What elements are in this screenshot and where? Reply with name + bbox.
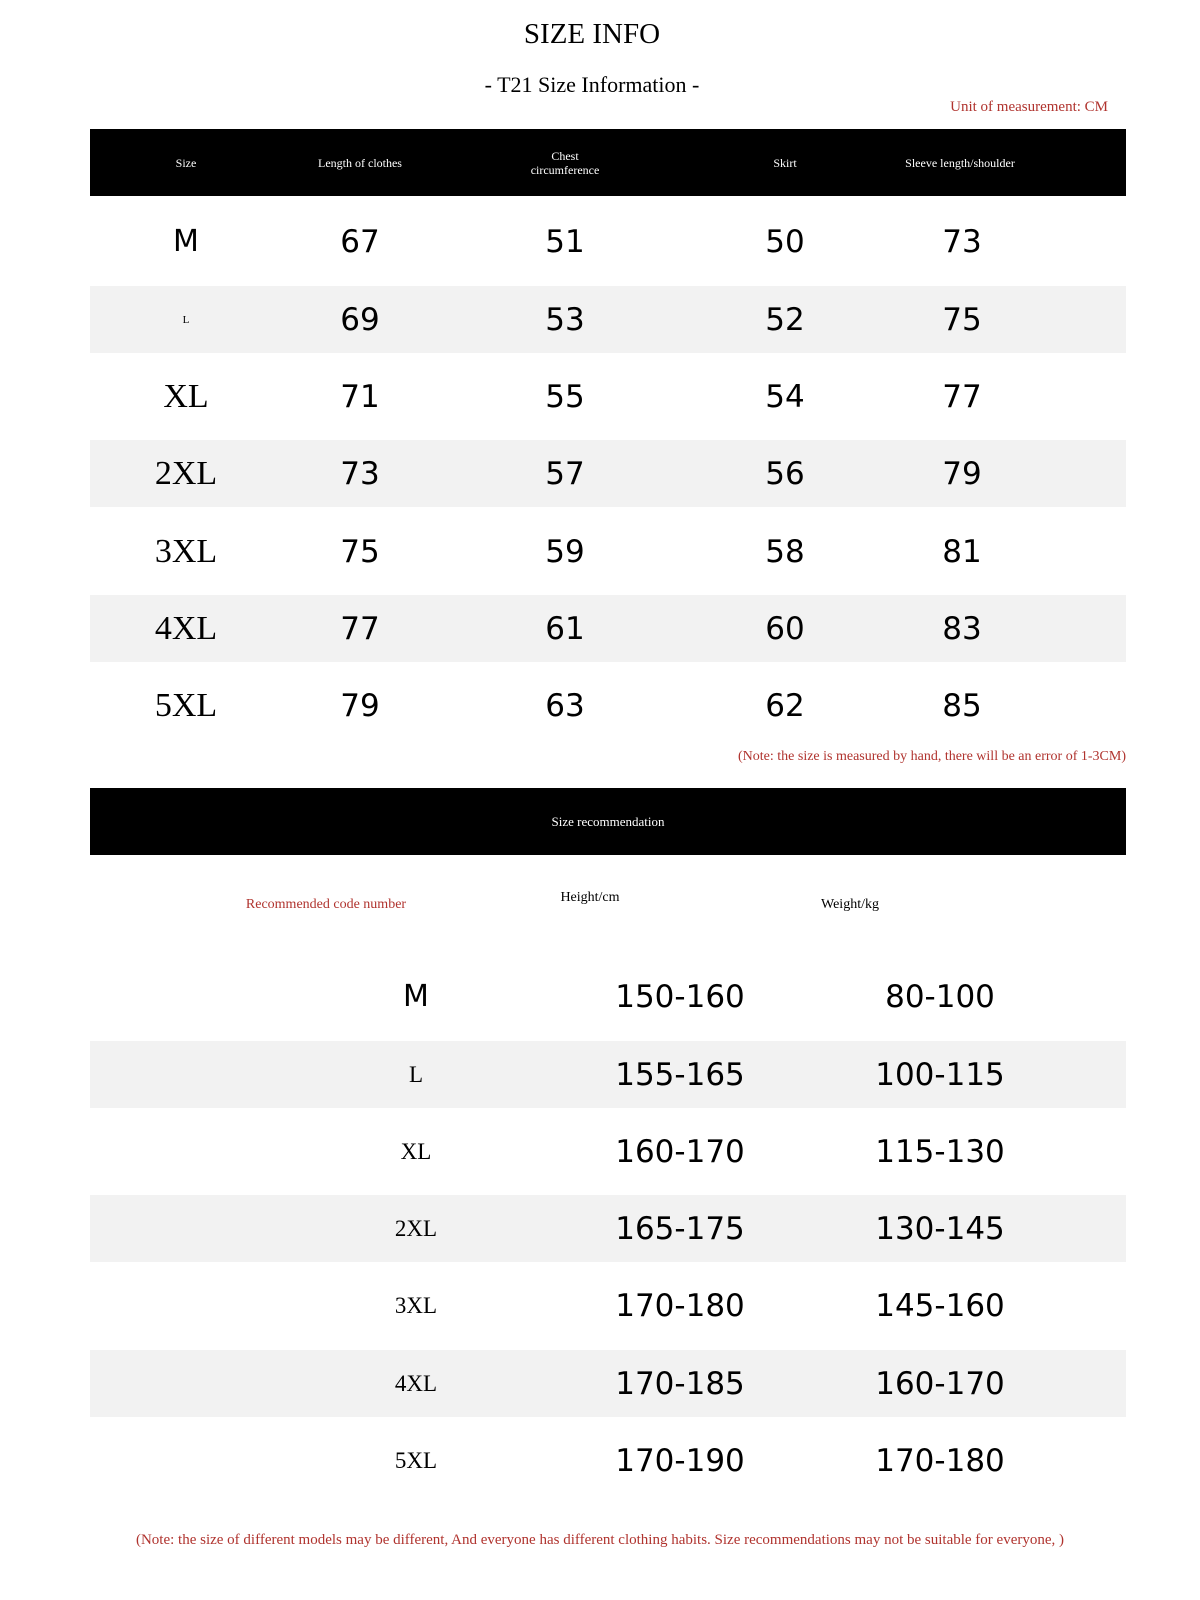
cell-skirt: 62 [765,687,805,724]
header-size: Size [175,155,197,170]
unit-label: Unit of measurement: CM [950,99,1108,115]
table-row [90,518,1126,585]
cell-sleeve: 73 [942,223,982,260]
cell-chest: 61 [545,610,585,647]
cell-size: L [182,313,190,326]
cell-length: 77 [340,610,380,647]
cell-size: XL [163,377,209,415]
rec-cell-height: 150-160 [615,978,745,1015]
cell-length: 67 [340,223,380,260]
cell-skirt: 50 [765,223,805,260]
cell-chest: 53 [545,301,585,338]
rec-header-code: Recommended code number [245,897,407,912]
rec-cell-code: 5XL [394,1447,438,1473]
cell-size: 5XL [154,686,218,724]
header-skirt: Skirt [773,155,797,170]
cell-sleeve: 83 [942,610,982,647]
rec-cell-weight: 115-130 [875,1133,1005,1170]
measurement-note: (Note: the size is measured by hand, there will be an error of 1-3CM) [738,749,1126,764]
recommendation-header [90,788,1126,855]
header-sleeve: Sleeve length/shoulder [905,155,1015,170]
cell-chest: 57 [545,455,585,492]
cell-sleeve: 85 [942,687,982,724]
cell-size: M [173,224,199,259]
page-title: SIZE INFO [523,18,661,50]
cell-skirt: 60 [765,610,805,647]
rec-cell-height: 165-175 [615,1210,745,1247]
cell-chest: 51 [545,223,585,260]
rec-cell-weight: 100-115 [875,1056,1005,1093]
cell-skirt: 52 [765,301,805,338]
cell-chest: 59 [545,533,585,570]
table-row [90,1427,1126,1494]
cell-length: 71 [340,378,380,415]
cell-length: 73 [340,455,380,492]
cell-sleeve: 77 [942,378,982,415]
table-row [90,963,1126,1030]
table-row [90,440,1126,507]
cell-sleeve: 79 [942,455,982,492]
cell-chest: 63 [545,687,585,724]
size-table-header [90,129,1126,196]
recommendation-title: Size recommendation [551,813,665,829]
cell-length: 69 [340,301,380,338]
table-row [90,208,1126,275]
rec-cell-code: XL [400,1138,432,1164]
cell-sleeve: 75 [942,301,982,338]
cell-sleeve: 81 [942,533,982,570]
cell-skirt: 58 [765,533,805,570]
rec-cell-code: 2XL [394,1215,438,1241]
cell-length: 79 [340,687,380,724]
cell-size: 3XL [154,532,218,570]
header-chest: Chest circumference [530,148,600,177]
header-length: Length of clothes [318,155,402,170]
rec-cell-weight: 80-100 [885,978,995,1015]
cell-length: 75 [340,533,380,570]
table-row [90,672,1126,739]
table-row [90,1272,1126,1339]
table-row [90,1041,1126,1108]
rec-cell-height: 170-190 [615,1442,745,1479]
rec-cell-height: 160-170 [615,1133,745,1170]
table-row [90,1350,1126,1417]
cell-skirt: 56 [765,455,805,492]
recommendation-note: (Note: the size of different models may be different, And everyone has different clothing habits. Size recommendations may not be suitable for everyone, ) [135,1532,1065,1548]
rec-cell-code: 4XL [394,1370,438,1396]
rec-cell-weight: 170-180 [875,1442,1005,1479]
rec-cell-height: 170-180 [615,1287,745,1324]
cell-size: 4XL [154,609,218,647]
page-subtitle: - T21 Size Information - [484,72,700,97]
cell-chest: 55 [545,378,585,415]
rec-cell-height: 170-185 [615,1365,745,1402]
table-row [90,363,1126,430]
table-row [90,286,1126,353]
cell-skirt: 54 [765,378,805,415]
rec-cell-weight: 130-145 [875,1210,1005,1247]
rec-cell-code: L [408,1061,424,1087]
rec-header-weight: Weight/kg [821,897,879,912]
table-row [90,1118,1126,1185]
rec-cell-height: 155-165 [615,1056,745,1093]
rec-cell-weight: 145-160 [875,1287,1005,1324]
rec-header-height: Height/cm [560,890,620,905]
rec-cell-code: 3XL [394,1292,438,1318]
cell-size: 2XL [154,454,218,492]
rec-cell-code: M [403,979,429,1014]
table-row [90,595,1126,662]
table-row [90,1195,1126,1262]
rec-cell-weight: 160-170 [875,1365,1005,1402]
